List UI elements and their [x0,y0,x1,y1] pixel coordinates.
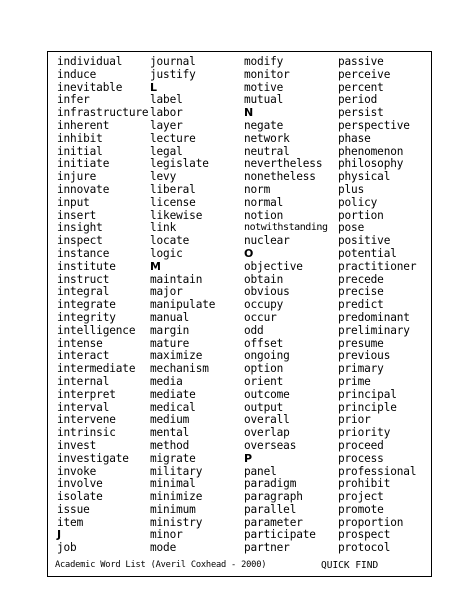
word-entry: primary [338,362,384,376]
word-entry: monitor [244,67,290,81]
word-entry: liberal [150,182,196,196]
word-entry: method [150,438,190,452]
word-entry: logic [150,246,183,260]
word-entry: offset [244,336,284,350]
word-entry: minimum [150,502,196,516]
word-entry: odd [244,323,264,337]
word-entry: period [338,93,378,107]
word-entry: internal [57,374,110,388]
word-entry: objective [244,259,303,273]
word-entry: portion [338,208,384,222]
footer-source: Academic Word List (Averil Coxhead - 2000) [55,560,267,570]
word-entry: intervene [57,413,116,427]
word-entry: phase [338,131,371,145]
word-entry: instruct [57,272,110,286]
word-entry: partner [244,541,290,555]
word-entry: predict [338,298,384,312]
word-entry: label [150,93,183,107]
word-entry: notion [244,208,284,222]
word-entry: norm [244,182,271,196]
word-entry: levy [150,170,177,184]
word-entry: manual [150,310,190,324]
word-entry: notwithstanding [244,222,328,234]
word-entry: ongoing [244,349,290,363]
word-entry: infrastructure [57,106,149,120]
word-entry: interpret [57,387,116,401]
word-entry: medium [150,413,190,427]
word-entry: inspect [57,234,103,248]
word-entry: input [57,195,90,209]
word-entry: prohibit [338,477,391,491]
word-entry: military [150,464,203,478]
word-entry: potential [338,246,397,260]
word-entry: promote [338,502,384,516]
word-entry: preliminary [338,323,410,337]
word-entry: integral [57,285,110,299]
word-entry: integrity [57,310,116,324]
word-entry: prospect [338,528,391,542]
word-entry: outcome [244,387,290,401]
word-entry: parallel [244,502,297,516]
word-entry: inherent [57,118,110,132]
word-entry: injure [57,170,97,184]
word-entry: passive [338,55,384,68]
word-entry: process [338,451,384,465]
footer [55,559,423,572]
word-entry: practitioner [338,259,417,273]
word-entry: orient [244,374,284,388]
word-entry: mediate [150,387,196,401]
word-entry: overlap [244,426,290,440]
word-entry: issue [57,502,90,516]
word-entry: occupy [244,298,284,312]
word-entry: professional [338,464,417,478]
word-entry: margin [150,323,190,337]
word-entry: modify [244,55,284,68]
word-entry: principal [338,387,397,401]
word-entry: invoke [57,464,97,478]
word-entry: philosophy [338,157,404,171]
word-entry: journal [150,55,196,68]
word-entry: perceive [338,67,391,81]
word-entry: project [338,490,384,504]
word-entry: minimal [150,477,196,491]
word-entry: overall [244,413,290,427]
word-column-3 [244,56,328,555]
word-entry: panel [244,464,277,478]
word-entry: major [150,285,183,299]
word-entry: job [57,541,77,555]
word-entry: inevitable [57,80,123,94]
word-entry: media [150,374,183,388]
word-entry: investigate [57,451,129,465]
word-entry: network [244,131,290,145]
word-entry: priority [338,426,391,440]
word-entry: minimize [150,490,203,504]
word-entry: paradigm [244,477,297,491]
word-entry: layer [150,118,183,132]
word-entry: legislate [150,157,209,171]
word-entry: initial [57,144,103,158]
word-entry: paragraph [244,490,303,504]
word-entry: obvious [244,285,290,299]
word-entry: locate [150,234,190,248]
word-entry: mature [150,336,190,350]
word-entry: license [150,195,196,209]
word-entry: nuclear [244,234,290,248]
word-entry: motive [244,80,284,94]
word-entry: maximize [150,349,203,363]
word-entry: physical [338,170,391,184]
word-entry: parameter [244,515,303,529]
word-entry: overseas [244,438,297,452]
word-entry: presume [338,336,384,350]
word-entry: percent [338,80,384,94]
word-entry: institute [57,259,116,273]
word-entry: pose [338,221,365,235]
word-entry: option [244,362,284,376]
word-entry: nevertheless [244,157,323,171]
word-entry: isolate [57,490,103,504]
word-list-sheet [47,51,432,577]
word-entry: output [244,400,284,414]
word-entry: labor [150,106,183,120]
letter-heading: J [57,528,61,542]
word-entry: proceed [338,438,384,452]
word-entry: inhibit [57,131,103,145]
word-entry: mutual [244,93,284,107]
word-entry: maintain [150,272,203,286]
word-entry: obtain [244,272,284,286]
word-entry: integrate [57,298,116,312]
word-entry: minor [150,528,183,542]
word-entry: protocol [338,541,391,555]
word-entry: negate [244,118,284,132]
word-entry: interval [57,400,110,414]
word-entry: previous [338,349,391,363]
word-entry: prior [338,413,371,427]
letter-heading: P [244,451,252,465]
word-entry: perspective [338,118,410,132]
word-entry: intermediate [57,362,136,376]
word-entry: mechanism [150,362,209,376]
word-entry: phenomenon [338,144,404,158]
word-entry: medical [150,400,196,414]
word-entry: instance [57,246,110,260]
word-entry: link [150,221,177,235]
letter-heading: O [244,246,254,260]
letter-heading: L [150,80,157,94]
word-entry: participate [244,528,316,542]
word-entry: nonetheless [244,170,316,184]
word-entry: migrate [150,451,196,465]
letter-heading: N [244,106,254,120]
word-entry: mental [150,426,190,440]
letter-heading: M [150,259,161,273]
word-column-1 [57,56,148,555]
word-entry: prime [338,374,371,388]
word-entry: predominant [338,310,410,324]
word-entry: initiate [57,157,110,171]
word-entry: intense [57,336,103,350]
word-entry: normal [244,195,284,209]
word-entry: policy [338,195,378,209]
word-entry: manipulate [150,298,216,312]
word-entry: invest [57,438,97,452]
word-entry: interact [57,349,110,363]
word-entry: innovate [57,182,110,196]
word-entry: ministry [150,515,203,529]
word-entry: proportion [338,515,404,529]
word-entry: insert [57,208,97,222]
footer-title: QUICK FIND [321,560,379,571]
word-entry: likewise [150,208,203,222]
word-entry: plus [338,182,365,196]
word-entry: involve [57,477,103,491]
word-entry: precede [338,272,384,286]
word-entry: positive [338,234,391,248]
word-entry: justify [150,67,196,81]
word-entry: precise [338,285,384,299]
word-entry: mode [150,541,177,555]
word-entry: infer [57,93,90,107]
word-entry: occur [244,310,277,324]
word-entry: item [57,515,84,529]
word-entry: insight [57,221,103,235]
word-entry: neutral [244,144,290,158]
word-entry: legal [150,144,183,158]
word-column-4 [338,56,416,555]
word-entry: individual [57,55,123,68]
word-entry: intrinsic [57,426,116,440]
word-entry: lecture [150,131,196,145]
word-entry: persist [338,106,384,120]
word-entry: principle [338,400,397,414]
word-column-2 [150,56,215,555]
word-entry: induce [57,67,97,81]
word-entry: intelligence [57,323,136,337]
